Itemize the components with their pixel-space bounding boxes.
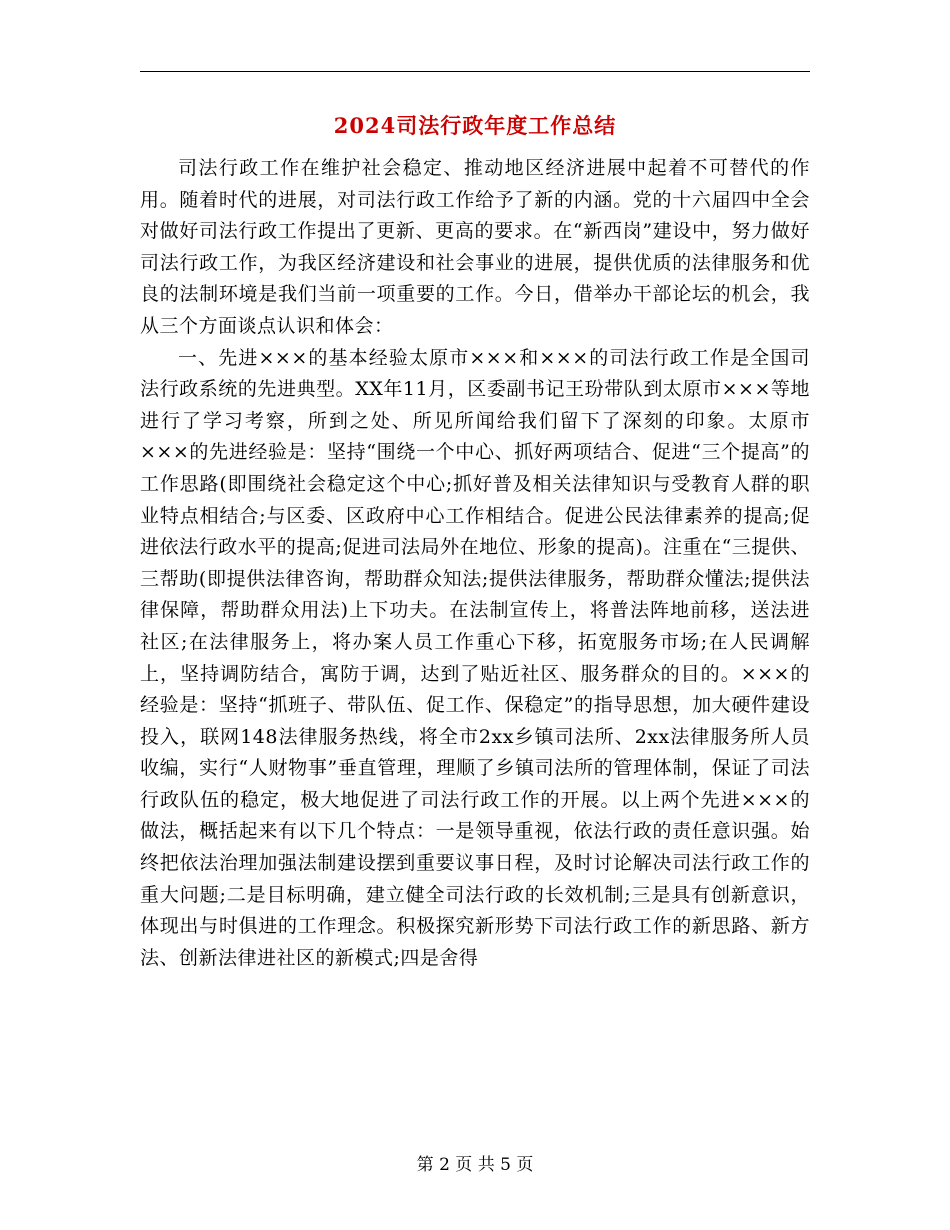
page-number-footer: 第 2 页 共 5 页	[416, 1155, 534, 1175]
document-body	[140, 153, 810, 974]
body-paragraph-section-one: 一、先进×××的基本经验太原市×××和×××的司法行政工作是全国司法行政系统的先进典型。XX年11月，区委副书记王玢带队到太原市×××等地进行了学习考察，所到之处、所见所闻给我们留下了深刻的印象。太原市×××的先进经验是：坚持“围绕一个中心、抓好两项结合、促进“三个提高”的工作思路(即围绕社会稳定这个中心;抓好普及相关法律知识与受教育人群的职业特点相结合;与区委、区政府中心工作相结合。促进公民法律素养的提高;促进依法行政水平的提高;促进司法局外在地位、形象的提高)。注重在“三提供、三帮助(即提供法律咨询，帮助群众知法;提供法律服务，帮助群众懂法;提供法律保障，帮助群众用法)上下功夫。在法制宣传上，将普法阵地前移，送法进社区;在法律服务上，将办案人员工作重心下移，拓宽服务市场;在人民调解上，坚持调防结合，寓防于调，达到了贴近社区、服务群众的目的。×××的经验是：坚持“抓班子、带队伍、促工作、保稳定”的指导思想，加大硬件建设投入，联网148法律服务热线，将全市2xx乡镇司法所、2xx法律服务所人员收编，实行“人财物事”垂直管理，理顺了乡镇司法所的管理体制，保证了司法行政队伍的稳定，极大地促进了司法行政工作的开展。以上两个先进×××的做法，概括起来有以下几个特点：一是领导重视，依法行政的责任意识强。始终把依法治理加强法制建设摆到重要议事日程，及时讨论解决司法行政工作的重大问题;二是目标明确，建立健全司法行政的长效机制;三是具有创新意识，体现出与时俱进的工作理念。积极探究新形势下司法行政工作的新思路、新方法、创新法律进社区的新模式;四是舍得	[140, 346, 810, 969]
body-paragraph-intro: 司法行政工作在维护社会稳定、推动地区经济进展中起着不可替代的作用。随着时代的进展，对司法行政工作给予了新的内涵。党的十六届四中全会对做好司法行政工作提出了更新、更高的要求。在“新西岗”建设中，努力做好司法行政工作，为我区经济建设和社会事业的进展，提供优质的法律服务和优良的法制环境是我们当前一项重要的工作。今日，借举办干部论坛的机会，我从三个方面谈点认识和体会：	[140, 157, 810, 337]
document-title: 2024司法行政年度工作总结	[333, 113, 617, 138]
header-rule	[140, 71, 810, 72]
